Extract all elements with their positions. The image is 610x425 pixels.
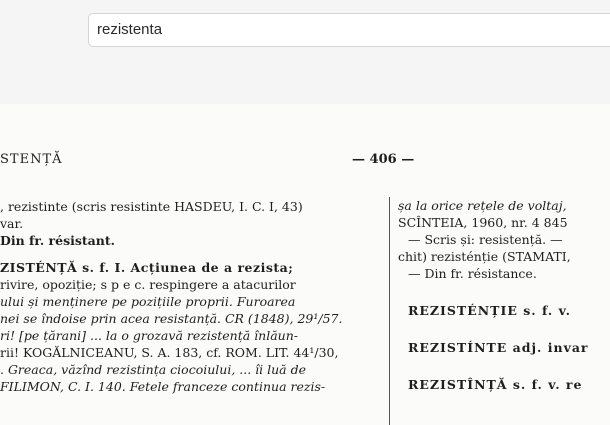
text-line: nei se îndoise prin acea resistanță. CR (1848), 29¹/57. [0, 311, 343, 326]
right-column [398, 197, 610, 393]
text-line: ului și menținere pe pozițiile proprii. Furoarea [0, 294, 296, 309]
text-line: Din fr. résistant. [0, 233, 115, 248]
headword-entry: REZISTÉNȚIE s. f. v. [408, 303, 571, 318]
text-line: . Greaca, văzînd rezistința ciocoiului, ... îi luă de [0, 362, 306, 377]
text-line: — Scris și: resistență. — [408, 232, 563, 247]
text-line: ZISTÉNȚĂ s. f. I. Acțiunea de a rezista; [0, 260, 294, 275]
text-line: — Din fr. résistance. [408, 266, 537, 281]
text-line: , rezistinte (scris resistinte HASDEU, I. C. I, 43) [0, 199, 303, 214]
running-head: STENȚĂ [0, 152, 63, 167]
text-line: SCÎNTEIA, 1960, nr. 4 845 [398, 215, 568, 230]
text-line: chit) rezisténție (STAMATI, [398, 249, 571, 264]
headword-entry: REZISTÍNTE adj. invar [408, 340, 589, 355]
left-column [0, 198, 384, 395]
text-line: rii! KOGĂLNICEANU, S. A. 183, cf. ROM. LIT. 44¹/30, [0, 345, 339, 360]
text-line: var. [0, 216, 24, 231]
text-line: FILIMON, C. I. 140. Fetele franceze continua rezis- [0, 379, 326, 394]
text-line: șa la orice rețele de voltaj, [398, 198, 567, 213]
headword-entry: REZISTÎNȚĂ s. f. v. re [408, 377, 583, 392]
text-line: rivire, opoziție; s p e c. respingere a atacurilor [0, 277, 296, 292]
page-number: — 406 — [352, 152, 415, 167]
search-bar-area [0, 0, 610, 104]
text-line: ri! [pe țărani] ... la o grozavă rezistență înlăun- [0, 328, 298, 343]
search-input[interactable]: rezistenta [88, 13, 610, 47]
column-divider [389, 197, 390, 425]
